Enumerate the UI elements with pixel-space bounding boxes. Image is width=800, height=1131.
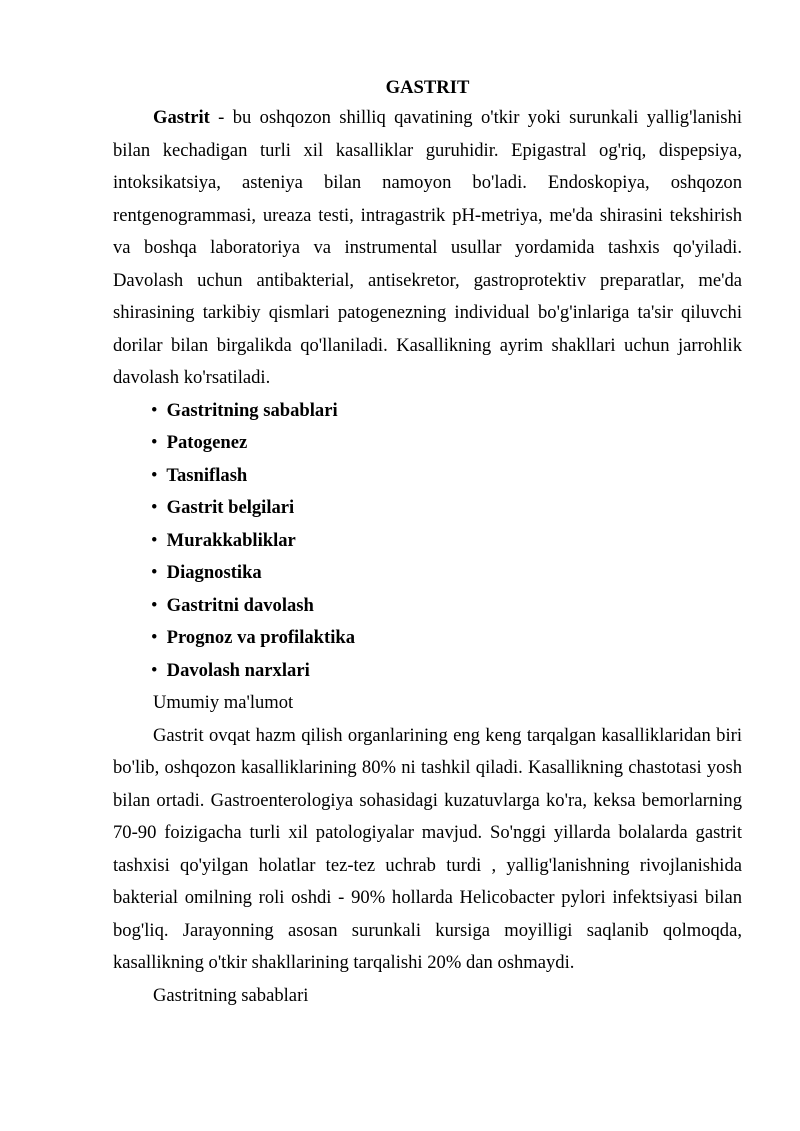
bullet-icon: • xyxy=(151,659,158,681)
document-title: GASTRIT xyxy=(385,77,470,98)
toc-item-label: Diagnostika xyxy=(166,562,262,583)
bullet-icon: • xyxy=(151,529,158,551)
document-page xyxy=(113,74,742,1012)
toc-item[interactable] xyxy=(113,525,742,558)
toc-item-label: Patogenez xyxy=(166,432,248,453)
toc-item[interactable] xyxy=(113,622,742,655)
section-heading-general: Umumiy ma'lumot xyxy=(153,692,294,713)
toc-item[interactable] xyxy=(113,460,742,493)
table-of-contents xyxy=(113,395,742,688)
bullet-icon: • xyxy=(151,399,158,421)
toc-item-label: Tasniflash xyxy=(166,464,248,486)
bullet-icon: • xyxy=(151,627,158,648)
toc-item-label: Gastritning sabablari xyxy=(166,399,338,421)
bullet-icon: • xyxy=(151,562,158,583)
bullet-icon: • xyxy=(151,464,158,486)
toc-item[interactable] xyxy=(113,395,742,428)
toc-item-label: Davolash narxlari xyxy=(166,659,310,681)
toc-item-label: Gastritni davolash xyxy=(166,594,314,616)
toc-item-label: Gastrit belgilari xyxy=(166,497,295,518)
general-paragraph: Gastrit ovqat hazm qilish organlarining eng keng tarqalgan kasalliklaridan biri bo'lib, oshqozon kasalliklarining 80% ni tashkil qiladi. Kasallikning chastotasi yosh bilan ortadi. Gastroenterologiya sohasidagi kuzatuvlarga ko'ra, keksa bemorlarning 70-90 foizigacha turli xil patologiyalar mavjud. So'nggi yillarda bolalarda gastrit tashxisi qo'yilgan holatlar tez-tez uchrab turdi , yallig'lanishning rivojlanishida bakterial omilning roli oshdi - 90% hollarda Helicobacter pylori infektsiyasi bilan bog'liq. Jarayonning asosan surunkali kursiga moyilligi saqlanib qolmoqda, kasallikning o'tkir shakllarining tarqalishi 20% dan oshmaydi. xyxy=(113,724,742,973)
toc-item-label: Prognoz va profilaktika xyxy=(166,627,356,648)
section-heading-causes: Gastritning sabablari xyxy=(153,984,309,1006)
bullet-icon: • xyxy=(151,432,158,453)
toc-item[interactable] xyxy=(113,590,742,623)
toc-item[interactable] xyxy=(113,655,742,688)
bullet-icon: • xyxy=(151,497,158,518)
intro-term: Gastrit xyxy=(153,107,210,128)
toc-item[interactable] xyxy=(113,492,742,525)
intro-text: - bu oshqozon shilliq qavatining o'tkir yoki surunkali yallig'lanishi bilan kechadigan turli xil kasalliklar guruhidir. Epigastral og'riq, dispepsiya, intoksikatsiya, asteniya bilan namoyon bo'ladi. Endoskopiya, oshqozon rentgenogrammasi, ureaza testi, intragastrik pH-metriya, me'da shirasini tekshirish va boshqa laboratoriya va instrumental usullar yordamida tashxis qo'yiladi. Davolash uchun antibakterial, antisekretor, gastroprotektiv preparatlar, me'da shirasining tarkibiy qismlari patogenezning individual bo'g'inlariga ta'sir qiluvchi dorilar bilan birgalikda qo'llaniladi. Kasallikning ayrim shakllari uchun jarrohlik davolash ko'rsatiladi. xyxy=(113,107,742,388)
toc-item[interactable] xyxy=(113,557,742,590)
bullet-icon: • xyxy=(151,594,158,616)
intro-paragraph xyxy=(113,102,742,395)
toc-item-label: Murakkabliklar xyxy=(166,529,296,551)
toc-item[interactable] xyxy=(113,427,742,460)
